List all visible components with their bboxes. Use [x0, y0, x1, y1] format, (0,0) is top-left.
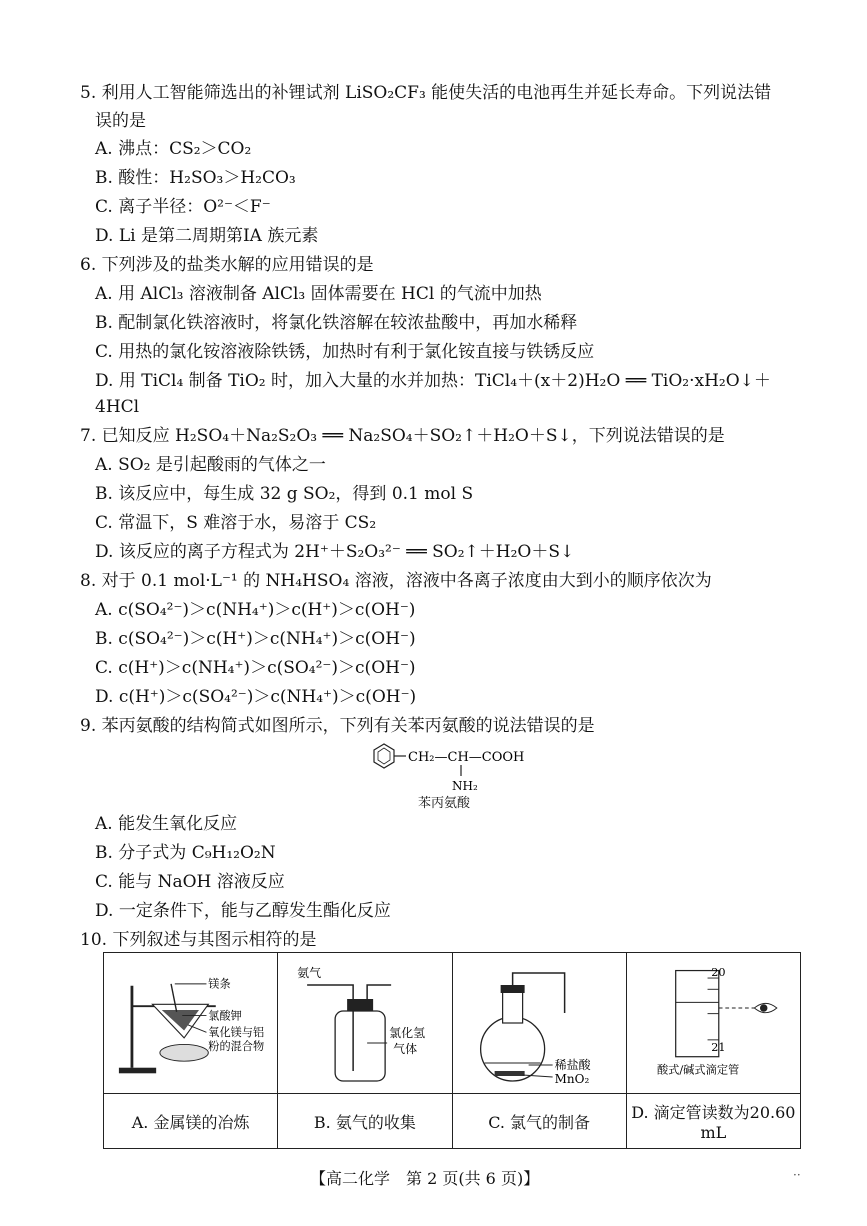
fig-d-apparatus: [627, 953, 800, 1093]
q5-option-b: B. 酸性：H₂SO₃＞H₂CO₃: [95, 168, 296, 188]
fig-b-caption: B. 氨气的收集: [278, 1094, 452, 1149]
gas-bottle: [335, 1011, 385, 1081]
fig-a-label-kclo3: 氯酸钾: [208, 1009, 242, 1023]
label-line-2: [522, 1075, 552, 1077]
fig-b-label-hcl: 氯化氢: [389, 1026, 426, 1040]
fig-d-label-20: 20: [711, 966, 726, 980]
footer-mark: ··: [793, 1168, 801, 1182]
fig-a-label-mg: 镁条: [208, 977, 231, 991]
sand-dish: [160, 1044, 208, 1061]
q5-option-d: D. Li 是第二周期第ⅠA 族元素: [95, 226, 319, 246]
q8-option-b: B. c(SO₄²⁻)＞c(H⁺)＞c(NH₄⁺)＞c(OH⁻): [95, 629, 416, 649]
fig-d-label-21: 21: [711, 1041, 726, 1055]
q6-stem: 6. 下列涉及的盐类水解的应用错误的是: [80, 255, 374, 275]
q10-figure-table: [103, 952, 801, 1149]
fig-b-label-gas: 气体: [393, 1042, 418, 1056]
q6-option-d-cont: 4HCl: [95, 397, 140, 417]
q8-option-c: C. c(H⁺)＞c(NH₄⁺)＞c(SO₄²⁻)＞c(OH⁻): [95, 658, 416, 678]
q6-option-b: B. 配制氯化铁溶液时，将氯化铁溶解在较浓盐酸中，再加水稀释: [95, 313, 578, 333]
fig-c-label-hcl: 稀盐酸: [554, 1058, 591, 1072]
q9-stem: 9. 苯丙氨酸的结构简式如图所示，下列有关苯丙氨酸的说法错误的是: [80, 716, 595, 736]
q5-option-c: C. 离子半径：O²⁻＜F⁻: [95, 197, 271, 217]
fig-b-cell: [278, 953, 452, 1094]
q9-option-b: B. 分子式为 C₉H₁₂O₂N: [95, 843, 276, 863]
q8-option-d: D. c(H⁺)＞c(SO₄²⁻)＞c(NH₄⁺)＞c(OH⁻): [95, 687, 417, 707]
q8-option-a: A. c(SO₄²⁻)＞c(NH₄⁺)＞c(H⁺)＞c(OH⁻): [95, 600, 416, 620]
q10-stem: 10. 下列叙述与其图示相符的是: [80, 930, 317, 950]
benzene-inner-ring: [378, 748, 390, 764]
fig-c-apparatus: [453, 953, 626, 1093]
fig-b-label-nh3: 氨气: [297, 966, 322, 980]
inlet-tube: [307, 985, 353, 1071]
eye-pupil: [760, 1004, 767, 1011]
q9-option-c: C. 能与 NaOH 溶液反应: [95, 872, 285, 892]
fig-c-cell: [452, 953, 626, 1094]
fig-a-apparatus: [104, 953, 277, 1093]
stand-base: [119, 1068, 156, 1074]
structure-caption: 苯丙氨酸: [418, 796, 471, 811]
fig-a-caption: A. 金属镁的冶炼: [104, 1094, 278, 1149]
q5-stem-cont: 误的是: [95, 111, 146, 131]
fig-d-cell: [626, 953, 800, 1094]
q7-option-a: A. SO₂ 是引起酸雨的气体之一: [95, 455, 326, 475]
q6-option-d: D. 用 TiCl₄ 制备 TiO₂ 时，加入大量的水并加热：TiCl₄＋(x＋2)H₂O ══ TiO₂·xH₂O↓＋: [95, 371, 771, 391]
q9-option-a: A. 能发生氧化反应: [95, 814, 238, 834]
fig-c-caption: C. 氯气的制备: [452, 1094, 626, 1149]
q5-option-a: A. 沸点：CS₂＞CO₂: [95, 139, 252, 159]
q8-stem: 8. 对于 0.1 mol·L⁻¹ 的 NH₄HSO₄ 溶液，溶液中各离子浓度由大到小的顺序依次为: [80, 571, 712, 591]
q6-option-c: C. 用热的氯化铵溶液除铁锈，加热时有利于氯化铵直接与铁锈反应: [95, 342, 595, 362]
fig-a-label-mix1: 氧化镁与铝: [208, 1026, 265, 1040]
q7-option-d: D. 该反应的离子方程式为 2H⁺＋S₂O₃²⁻ ══ SO₂↑＋H₂O＋S↓: [95, 542, 575, 562]
mno2-solid: [494, 1071, 524, 1076]
page-footer: 【高二化学 第 2 页(共 6 页)】: [310, 1169, 540, 1188]
q9-option-d: D. 一定条件下，能与乙醇发生酯化反应: [95, 901, 391, 921]
q5-stem: 5. 利用人工智能筛选出的补锂试剂 LiSO₂CF₃ 能使失活的电池再生并延长寿命。下列说法错: [80, 83, 772, 103]
q7-option-c: C. 常温下，S 难溶于水，易溶于 CS₂: [95, 513, 377, 533]
q7-stem: 7. 已知反应 H₂SO₄＋Na₂S₂O₃ ══ Na₂SO₄＋SO₂↑＋H₂O＋S↓，下列说法错误的是: [80, 426, 725, 446]
q6-option-a: A. 用 AlCl₃ 溶液制备 AlCl₃ 固体需要在 HCl 的气流中加热: [95, 284, 542, 304]
q7-option-b: B. 该反应中，每生成 32 g SO₂，得到 0.1 mol S: [95, 484, 474, 504]
structure-main-chain: CH₂—CH—COOH: [408, 750, 525, 765]
fig-d-label-burette: 酸式/碱式滴定管: [656, 1063, 740, 1077]
stopper: [347, 999, 373, 1011]
structure-amine: NH₂: [452, 779, 478, 793]
fig-c-label-mno2: MnO₂: [554, 1072, 589, 1086]
phenylalanine-structure: [360, 736, 560, 796]
flask-neck: [502, 989, 522, 1023]
flask-stopper: [500, 985, 524, 993]
fig-b-apparatus: [278, 953, 451, 1093]
fig-a-label-mix2: 粉的混合物: [208, 1040, 265, 1054]
fig-d-caption: D. 滴定管读数为20.60 mL: [626, 1094, 800, 1149]
fig-a-cell: [104, 953, 278, 1094]
